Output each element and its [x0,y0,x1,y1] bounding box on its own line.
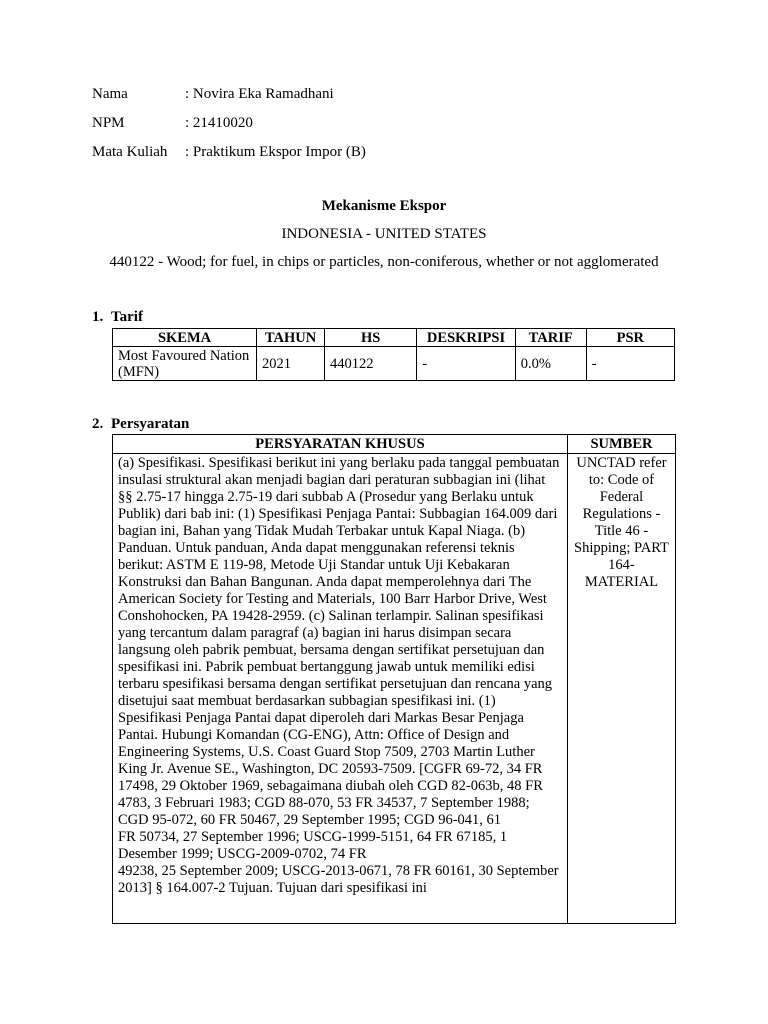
table-cell: 2021 [257,347,325,381]
info-value: : Praktikum Ekspor Impor (B) [185,144,366,160]
table-cell: - [586,347,674,381]
table-cell: Most Favoured Nation (MFN) [113,347,257,381]
column-header: HS [325,329,417,347]
column-header: PERSYARATAN KHUSUS [113,435,568,454]
table-cell: - [417,347,515,381]
column-header: SUMBER [567,435,675,454]
table-header-row [113,435,676,454]
info-value: : 21410020 [185,115,253,131]
info-label: Mata Kuliah [92,144,168,160]
tarif-table [112,328,675,381]
column-header: PSR [586,329,674,347]
info-value: : Novira Eka Ramadhani [185,86,334,102]
info-label: NPM [92,115,125,131]
requirements-table [112,434,676,924]
product-description: 440122 - Wood; for fuel, in chips or particles, non-coniferous, whether or not agglomerated [109,254,659,270]
table-row [113,347,675,381]
requirement-paragraph: (a) Spesifikasi. Spesifikasi berikut ini yang berlaku pada tanggal pembuatan insulasi struktural akan menjadi bagian dari peraturan subbagian ini (lihat §§ 2.75-17 hingga 2.75-19 dari subbab A (Prosedur yang Berlaku untuk Publik) dari bab ini: (1) Spesifikasi Penjaga Pantai: Subbagian 164.009 dari bagian ini, Bahan yang Tidak Mudah Terbakar untuk Kapal Niaga. (b) Panduan. Untuk panduan, Anda dapat menggunakan referensi teknis berikut: ASTM E 119-98, Metode Uji Standar untuk Uji Kebakaran Konstruksi dan Bahan Bangunan. Anda dapat memperolehnya dari The American Society for Testing and Materials, 100 Barr Harbor Drive, West Conshohocken, PA 19428-2959. (c) Salinan terlampir. Salinan spesifikasi yang tercantum dalam paragraf (a) bagian ini harus disimpan secara langsung oleh pabrik pembuat, bersama dengan sertifikat persetujuan dan spesifikasi ini. Pabrik pembuat bertanggung jawab untuk memiliki edisi terbaru spesifikasi bersama dengan sertifikat persetujuan dan rencana yang disetujui saat membuat berdasarkan subbagian spesifikasi ini. (1) Spesifikasi Penjaga Pantai dapat diperoleh dari Markas Besar Penjaga Pantai. Hubungi Komandan (CG-ENG), Attn: Office of Design and Engineering Systems, U.S. Coast Guard Stop 7509, 2703 Martin Luther King Jr. Avenue SE., Washington, DC 20593-7509. [CGFR 69-72, 34 FR 17498, 29 Oktober 1969, sebagaimana diubah oleh CGD 82-063b, 48 FR 4783, 3 Februari 1983; CGD 88-070, 53 FR 34537, 7 September 1988; CGD 95-072, 60 FR 50467, 29 September 1995; CGD 96-041, 61 [118,455,560,828]
student-info [92,86,366,173]
section-title: Tarif [111,309,143,325]
table-cell: 0.0% [515,347,586,381]
info-row-name [92,86,366,115]
table-header-row [113,329,675,347]
section-heading-persyaratan [92,416,189,433]
requirement-paragraph: 49238, 25 September 2009; USCG-2013-0671, 78 FR 60161, 30 September 2013] § 164.007-2 Tujuan. Tujuan dari spesifikasi ini [118,863,559,896]
source-cell: UNCTAD refer to: Code of Federal Regulations - Title 46 - Shipping; PART 164-MATERIAL [567,454,675,924]
requirement-text [118,455,561,923]
section-title: Persyaratan [111,416,190,432]
requirement-paragraph: FR 50734, 27 September 1996; USCG-1999-5151, 64 FR 67185, 1 Desember 1999; USCG-2009-0702, 74 FR [118,829,508,862]
section-number: 2. [92,416,104,432]
trade-route: INDONESIA - UNITED STATES [281,226,487,242]
info-row-npm [92,115,366,144]
requirement-cell [113,454,568,924]
table-cell: 440122 [325,347,417,381]
table-row [113,454,676,924]
document-title: Mekanisme Ekspor [321,198,447,214]
section-heading-tarif [92,309,143,326]
info-row-course [92,144,366,173]
column-header: DESKRIPSI [417,329,515,347]
section-number: 1. [92,309,104,325]
column-header: SKEMA [113,329,257,347]
info-label: Nama [92,86,128,102]
column-header: TARIF [515,329,586,347]
column-header: TAHUN [257,329,325,347]
